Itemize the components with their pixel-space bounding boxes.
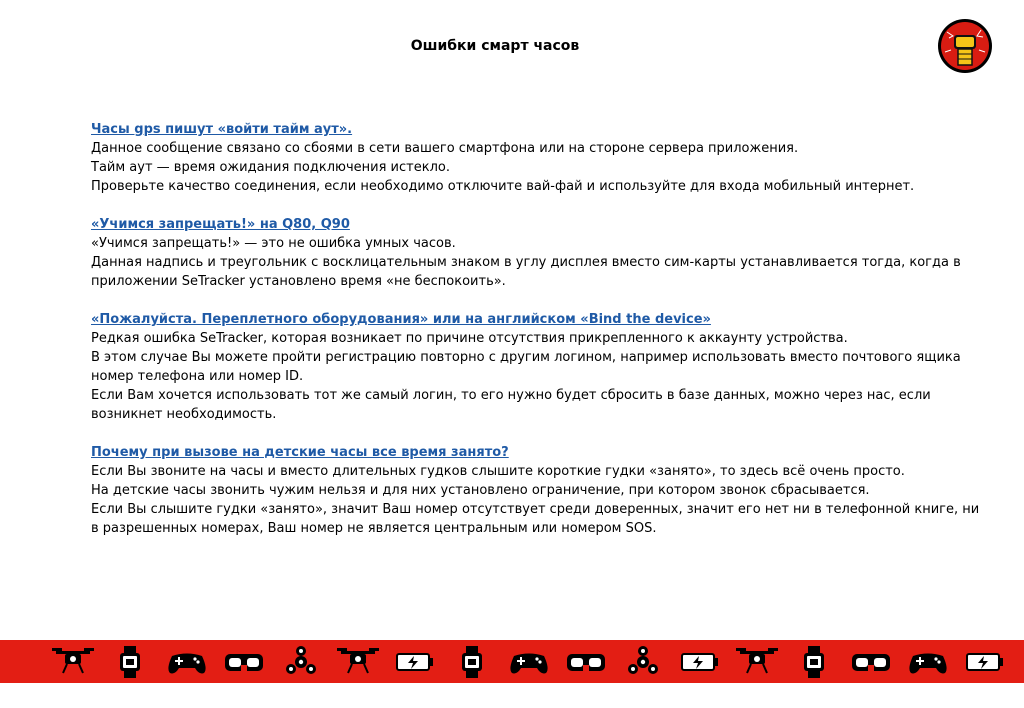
paragraph: Данная надпись и треугольник с восклицательным знаком в углу дисплея вместо сим-карты устанавливается тогда, когда в приложении SeTracker установлено время «не беспокоить». [91,255,961,289]
gamepad-icon [506,645,552,679]
vr-headset-icon [221,645,267,679]
fidget-spinner-icon [278,645,324,679]
vr-headset-icon [848,645,894,679]
paragraph: На детские часы звонить чужим нельзя и для них установлено ограничение, при котором звонок сбрасывается. [91,483,870,498]
gamepad-icon [905,645,951,679]
fidget-spinner-icon [1019,645,1024,679]
vr-headset-icon [563,645,609,679]
battery-icon [392,645,438,679]
paragraph: «Учимся запрещать!» — это не ошибка умных часов. [91,236,456,251]
article-body [91,120,981,557]
paragraph: Данное сообщение связано со сбоями в сети вашего смартфона или на стороне сервера приложения. [91,141,799,156]
paragraph: Проверьте качество соединения, если необходимо отключите вай-фай и используйте для входа мобильный интернет. [91,179,915,194]
paragraph: Редкая ошибка SeTracker, которая возникает по причине отсутствия прикрепленного к аккаунту устройства. [91,331,848,346]
battery-icon [962,645,1008,679]
heading-bind-device-link[interactable]: «Пожалуйста. Переплетного оборудования» или на английском «Bind the device» [91,312,711,327]
smartwatch-icon [449,645,495,679]
footer-banner [0,640,1024,683]
drone-icon [335,645,381,679]
footer-icon-strip [50,640,1024,683]
heading-busy-link[interactable]: Почему при вызове на детские часы все время занято? [91,445,509,460]
paragraph: Если Вы звоните на часы и вместо длительных гудков слышите короткие гудки «занято», то здесь всё очень просто. [91,464,905,479]
smartwatch-icon [107,645,153,679]
heading-forbid-link[interactable]: «Учимся запрещать!» на Q80, Q90 [91,217,350,232]
heading-timeout-link[interactable]: Часы gps пишут «войти тайм аут». [91,122,353,137]
paragraph: Тайм аут — время ожидания подключения истекло. [91,160,450,175]
section-busy [91,443,981,538]
fidget-spinner-icon [620,645,666,679]
section-timeout [91,120,981,196]
page-title: Ошибки смарт часов [410,38,580,54]
battery-icon [677,645,723,679]
gamepad-icon [164,645,210,679]
drone-icon [734,645,780,679]
fist-logo-icon [937,18,993,74]
paragraph: Если Вы слышите гудки «занято», значит Ваш номер отсутствует среди доверенных, значит его нет ни в телефонной книге, ни в разрешенных номерах, Ваш номер не является центральным или номером SOS. [91,502,980,536]
paragraph: В этом случае Вы можете пройти регистрацию повторно с другим логином, например использовать вместо почтового ящика номер телефона или номер ID. [91,350,961,384]
smartwatch-icon [791,645,837,679]
paragraph: Если Вам хочется использовать тот же самый логин, то его нужно будет сбросить в базе данных, можно через нас, если возникнет необходимость. [91,388,931,422]
drone-icon [50,645,96,679]
section-forbid [91,215,981,291]
section-bind-device [91,310,981,424]
